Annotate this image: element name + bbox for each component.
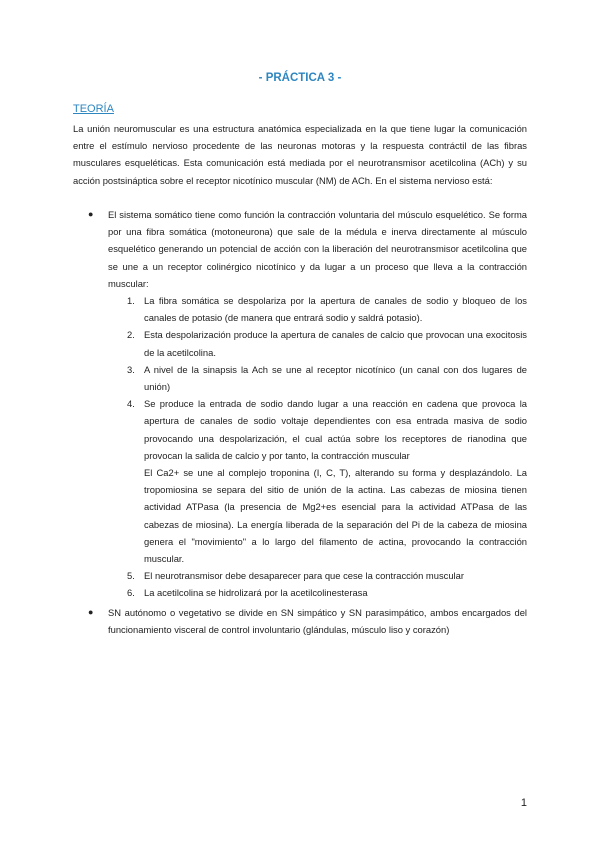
list-number: 6. — [127, 587, 135, 599]
list-item-text: A nivel de la sinapsis la Ach se une al receptor nicotínico (un canal con dos lugares de unión) — [144, 363, 527, 393]
list-item — [108, 361, 527, 395]
list-item-text: Se produce la entrada de sodio dando lugar a una reacción en cadena que provoca la apertura de canales de sodio voltaje dependientes con esa entrada masiva de sodio provocando una despolarización, el cual actúa sobre los receptores de rianodina que provocan la salida de calcio y por tanto, la contracción muscular — [144, 398, 527, 461]
bullet-text: SN autónomo o vegetativo se divide en SN simpático y SN parasimpático, ambos encargados del funcionamiento visceral de control involuntario (glándulas, músculo liso y corazón) — [108, 606, 527, 635]
bullet-dot-icon: ● — [88, 209, 94, 219]
list-item-extra-text: El Ca2+ se une al complejo troponina (I, C, T), alterando su forma y desplazándolo. La tropomiosina se separa del sitio de unión de la actina. Las cabezas de miosina tienen actividad ATPasa (la presencia de Mg2+es esencial para la actividad ATPasa de las cabezas de miosina). La energía liberada de la separación del Pi de la cabeza de miosina genera el "movimiento" a lo largo del filamento de actina, provocando la contracción muscular. — [144, 467, 527, 565]
numbered-list — [108, 292, 527, 602]
page-number: 1 — [520, 797, 527, 809]
list-item — [108, 326, 527, 360]
intro-paragraph: La unión neuromuscular es una estructura anatómica especializada en la que tiene lugar la comunicación entre el estímulo nervioso procedente de las neuronas motoras y la respuesta contráctil de las fibras musculares esqueléticas. Esta comunicación está mediada por el neurotransmisor acetilcolina (ACh) y su acción postsináptica sobre el receptor nicotínico muscular (NM) de ACh. En el sistema nervioso está: — [73, 123, 527, 186]
bullet-text: El sistema somático tiene como función la contracción voluntaria del músculo esquelético. Se forma por una fibra somática (motoneurona) que sale de la médula e inerva directamente al músculo esquelético generando un potencial de acción con la liberación del neurotransmisor acetilcolina que se une a un receptor colinérgico nicotínico y da lugar a un proceso que lleva a la contracción muscular: — [108, 209, 527, 289]
list-item — [108, 584, 527, 601]
list-item — [108, 395, 527, 567]
section-heading: TEORÍA — [73, 103, 114, 115]
bullet-dot-icon: ● — [88, 606, 94, 617]
bullet-item-somatic — [88, 206, 527, 602]
list-number: 4. — [127, 398, 135, 410]
list-item — [108, 292, 527, 326]
list-item-text: Esta despolarización produce la apertura de canales de calcio que provocan una exocitosis de la acetilcolina. — [144, 329, 527, 358]
list-number: 5. — [127, 570, 135, 582]
list-number: 2. — [127, 329, 135, 341]
list-item — [108, 567, 527, 584]
list-item-text: La fibra somática se despolariza por la apertura de canales de sodio y bloqueo de los canales de potasio (de manera que entrará sodio y saldrá potasio). — [144, 295, 527, 324]
bullet-item-autonomic — [88, 604, 527, 638]
list-item-text: El neurotransmisor debe desaparecer para que cese la contracción muscular — [144, 570, 464, 582]
page-title: - PRÁCTICA 3 - — [258, 72, 342, 84]
list-number: 3. — [127, 363, 135, 375]
list-item-text: La acetilcolina se hidrolizará por la acetilcolinesterasa — [144, 587, 368, 599]
list-number: 1. — [127, 295, 135, 307]
bullet-list — [88, 206, 527, 638]
